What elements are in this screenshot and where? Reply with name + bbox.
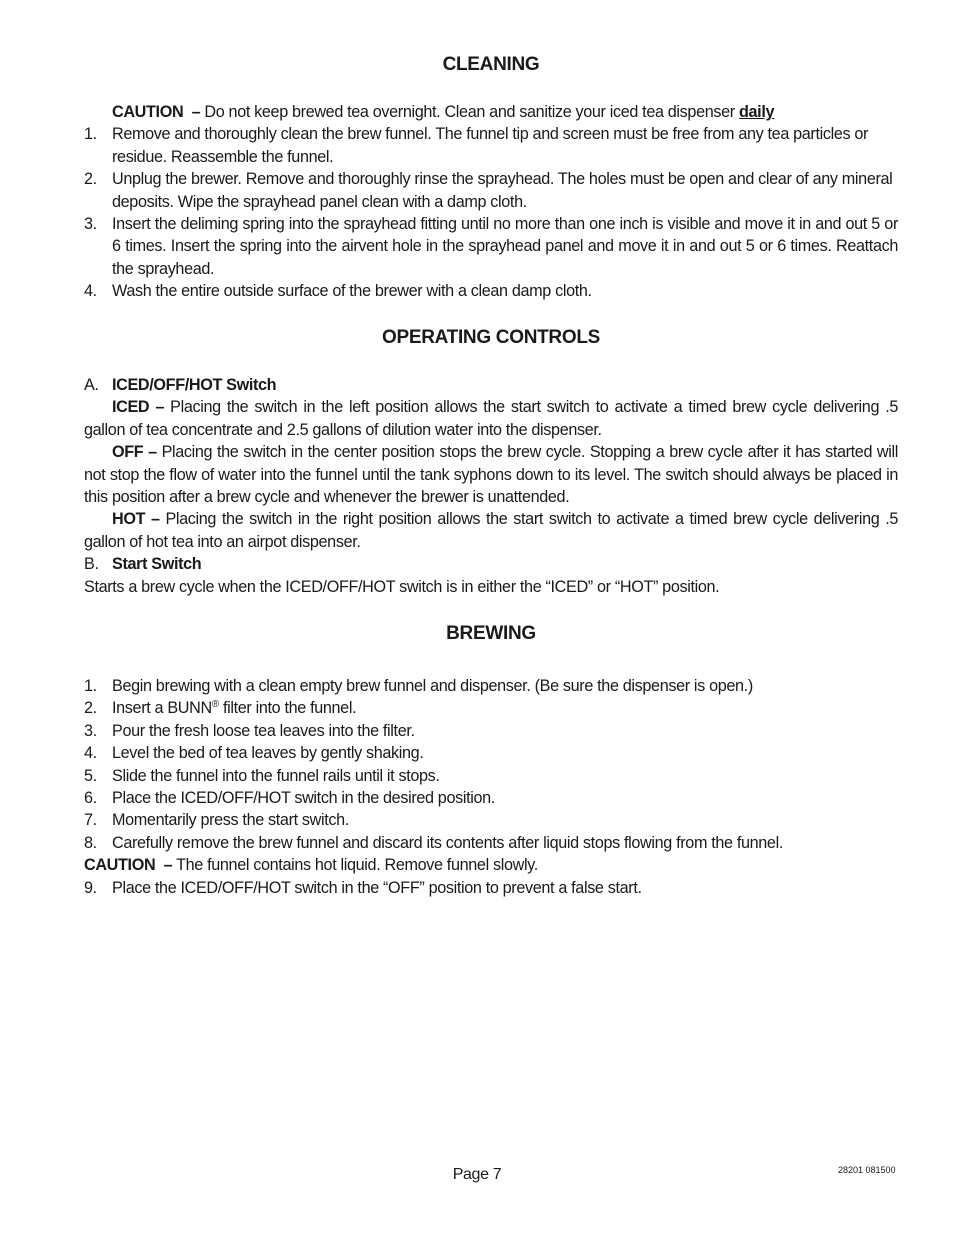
iced-paragraph: ICED – Placing the switch in the left position allows the start switch to activate a timed brew cycle delivering .5 gallon of tea concentrate and 2.5 gallons of dilution water into the dispenser. <box>84 398 899 439</box>
brewing-step: 2. Insert a BUNN® filter into the funnel. <box>84 699 357 718</box>
document-code: 28201 081500 <box>838 1165 896 1175</box>
switch-b-title: B. Start Switch <box>84 555 202 574</box>
brewing-section <box>84 675 898 899</box>
brewing-step: 1. Begin brewing with a clean empty brew funnel and dispenser. (Be sure the dispenser is open.) <box>84 677 753 695</box>
caution-label: CAUTION <box>112 103 184 121</box>
start-switch-text: Starts a brew cycle when the ICED/OFF/HOT switch is in either the “ICED” or “HOT” position. <box>84 577 720 596</box>
brewing-step: 5. Slide the funnel into the funnel rails until it stops. <box>84 766 440 785</box>
hot-paragraph: HOT – Placing the switch in the right position allows the start switch to activate a timed brew cycle delivering .5 gallon of hot tea into an airpot dispenser. <box>84 510 898 551</box>
brewing-step: 9. Place the ICED/OFF/HOT switch in the “OFF” position to prevent a false start. <box>84 878 642 897</box>
brewing-step: 6. Place the ICED/OFF/HOT switch in the desired position. <box>84 789 495 808</box>
operating-section <box>84 374 898 598</box>
cleaning-step: 3. Insert the deliming spring into the sprayhead fitting until no more than one inch is visible and move it in and out 5 or 6 times. Insert the spring into the airvent hole in the sprayhead panel and move it in and out 5 or 6 times. Reattach the sprayhead. <box>84 215 898 278</box>
cleaning-section <box>84 101 898 303</box>
cleaning-step: 2. Unplug the brewer. Remove and thoroughly rinse the sprayhead. The holes must be open and clear of any mineral deposits. Wipe the sprayhead panel clean with a damp cloth. <box>84 170 893 211</box>
operating-controls-heading: OPERATING CONTROLS <box>381 327 601 348</box>
brewing-step: 7. Momentarily press the start switch. <box>84 811 349 830</box>
page-number: Page 7 <box>452 1166 502 1183</box>
brewing-step: 3. Pour the fresh loose tea leaves into the filter. <box>84 721 415 740</box>
cleaning-step: 4. Wash the entire outside surface of the brewer with a clean damp cloth. <box>84 282 592 301</box>
switch-a-title: A. ICED/OFF/HOT Switch <box>84 376 277 394</box>
brewing-caution: CAUTION – The funnel contains hot liquid. Remove funnel slowly. <box>84 856 538 875</box>
cleaning-step-text: Insert the deliming spring into the sprayhead fitting until no more than one inch is visible and move it in and out 5 or 6 times. Insert the spring into the airvent hole in the sprayhead panel and move it in and out 5 or 6 times. Reattach the sprayhead. <box>112 215 898 278</box>
cleaning-step-text: Remove and thoroughly clean the brew funnel. The funnel tip and screen must be free from any tea particles or residue. Reassemble the funnel. <box>112 125 869 166</box>
brewing-heading: BREWING <box>446 623 536 644</box>
cleaning-step-text: Wash the entire outside surface of the brewer with a clean damp cloth. <box>112 282 592 301</box>
off-paragraph: OFF – Placing the switch in the center position stops the brew cycle. Stopping a brew cycle after it has started will not stop the flow of water into the funnel until the tank syphons down to its level. The switch should always be placed in this position after a brew cycle and whenever the brewer is unattended. <box>84 443 898 507</box>
brewing-step: 4. Level the bed of tea leaves by gently shaking. <box>84 744 424 763</box>
cleaning-caution: CAUTION – Do not keep brewed tea overnight. Clean and sanitize your iced tea dispenser daily <box>112 103 775 121</box>
caution-emphasis: daily <box>738 103 775 121</box>
cleaning-step-text: Unplug the brewer. Remove and thoroughly rinse the sprayhead. The holes must be open and clear of any mineral deposits. Wipe the sprayhead panel clean with a damp cloth. <box>112 170 893 211</box>
brewing-step: 8. Carefully remove the brew funnel and discard its contents after liquid stops flowing from the funnel. <box>84 833 783 852</box>
registered-mark: ® <box>211 699 219 711</box>
cleaning-step: 1. Remove and thoroughly clean the brew funnel. The funnel tip and screen must be free from any tea particles or residue. Reassemble the funnel. <box>84 125 869 166</box>
caution-text: Do not keep brewed tea overnight. Clean and sanitize your iced tea dispenser <box>204 103 735 121</box>
cleaning-heading: CLEANING <box>442 54 540 75</box>
